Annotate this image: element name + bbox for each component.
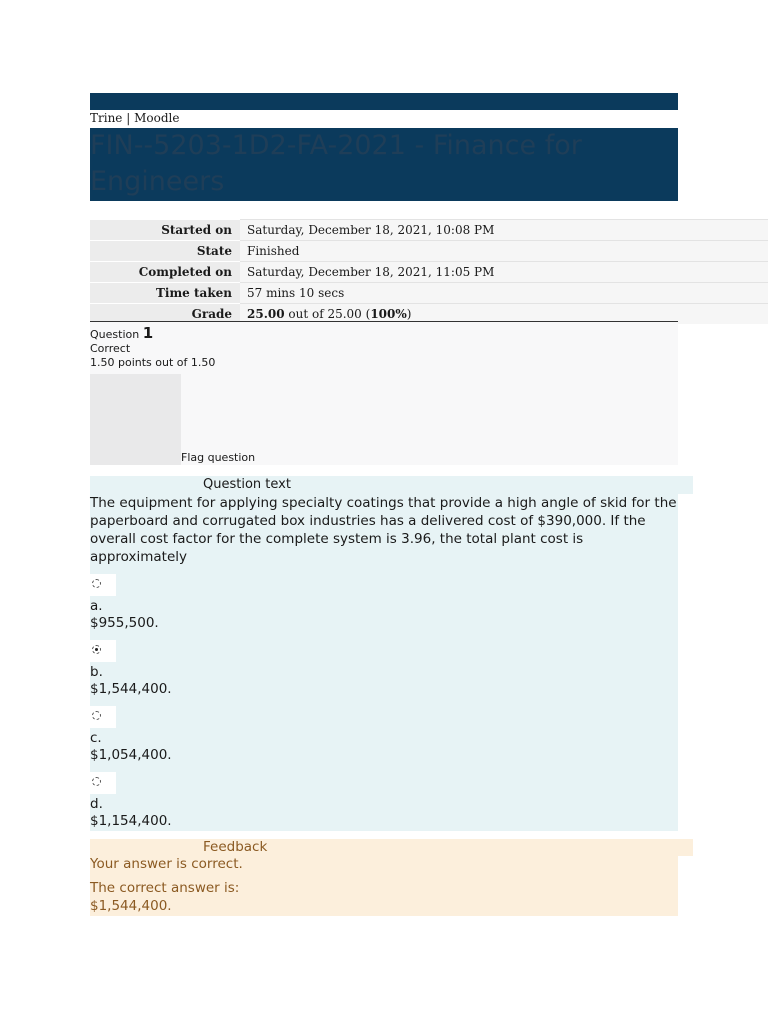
- summary-value: Finished: [240, 241, 768, 262]
- table-row: [90, 262, 768, 283]
- summary-label: State: [90, 241, 240, 262]
- radio-d[interactable]: [90, 772, 116, 794]
- option-letter: c.: [90, 730, 102, 746]
- question-prefix: Question: [90, 328, 143, 341]
- grade-label: Grade: [90, 304, 240, 325]
- radio-ring: [92, 579, 101, 588]
- feedback-heading-label: Feedback: [203, 839, 268, 855]
- answer-option-b[interactable]: [90, 640, 290, 698]
- summary-value: Saturday, December 18, 2021, 10:08 PM: [240, 220, 768, 241]
- option-value: $1,544,400.: [90, 681, 172, 697]
- question-text-heading-label: Question text: [203, 477, 291, 492]
- grade-mid: out of 25.00 (: [284, 307, 371, 321]
- flag-area: [90, 374, 181, 465]
- question-text: The equipment for applying specialty coatings that provide a high angle of skid for the paperboard and corrugated box industries has a delivered cost of $390,000. If the overall cost factor for the complete system is 3.96, the total plant cost is approximately: [90, 495, 677, 565]
- option-letter: a.: [90, 598, 103, 614]
- option-letter: d.: [90, 796, 103, 812]
- question-info: [90, 322, 678, 465]
- question-state: Correct: [90, 342, 131, 355]
- grade-percent: 100%: [370, 307, 407, 321]
- feedback-content: [90, 856, 678, 916]
- summary-value: Saturday, December 18, 2021, 11:05 PM: [240, 262, 768, 283]
- table-row: [90, 220, 768, 241]
- table-row: [90, 241, 768, 262]
- answer-option-d[interactable]: [90, 772, 290, 830]
- option-letter: b.: [90, 664, 103, 680]
- table-row: [90, 283, 768, 304]
- top-nav-bar: [90, 93, 678, 110]
- answer-option-c[interactable]: [90, 706, 290, 764]
- site-title[interactable]: Trine | Moodle: [90, 111, 180, 125]
- feedback-heading: [90, 839, 693, 856]
- summary-label: Completed on: [90, 262, 240, 283]
- feedback-result: Your answer is correct.: [90, 856, 243, 872]
- radio-a[interactable]: [90, 574, 116, 596]
- question-text-heading: [90, 476, 693, 494]
- correct-answer-value: $1,544,400.: [90, 898, 172, 914]
- summary-label: Time taken: [90, 283, 240, 304]
- radio-ring: [92, 711, 101, 720]
- summary-value: 57 mins 10 secs: [240, 283, 768, 304]
- answer-option-a[interactable]: [90, 574, 290, 632]
- grade-end: ): [406, 307, 412, 321]
- option-value: $955,500.: [90, 615, 159, 631]
- attempt-summary-table: [90, 219, 768, 324]
- course-title[interactable]: FIN--5203-1D2-FA-2021 - Finance for Engineers: [90, 128, 678, 201]
- option-value: $1,154,400.: [90, 813, 172, 829]
- question-content: [90, 494, 678, 831]
- radio-ring: [92, 777, 101, 786]
- grade-score: 25.00: [247, 307, 285, 321]
- radio-b[interactable]: [90, 640, 116, 662]
- question-number-value: 1: [142, 324, 154, 342]
- radio-c[interactable]: [90, 706, 116, 728]
- radio-selected-dot: [95, 648, 98, 651]
- summary-label: Started on: [90, 220, 240, 241]
- question-points: 1.50 points out of 1.50: [90, 356, 216, 369]
- option-value: $1,054,400.: [90, 747, 172, 763]
- correct-answer-label: The correct answer is:: [90, 880, 240, 896]
- question-number: [90, 324, 153, 342]
- flag-question-link[interactable]: Flag question: [181, 451, 256, 464]
